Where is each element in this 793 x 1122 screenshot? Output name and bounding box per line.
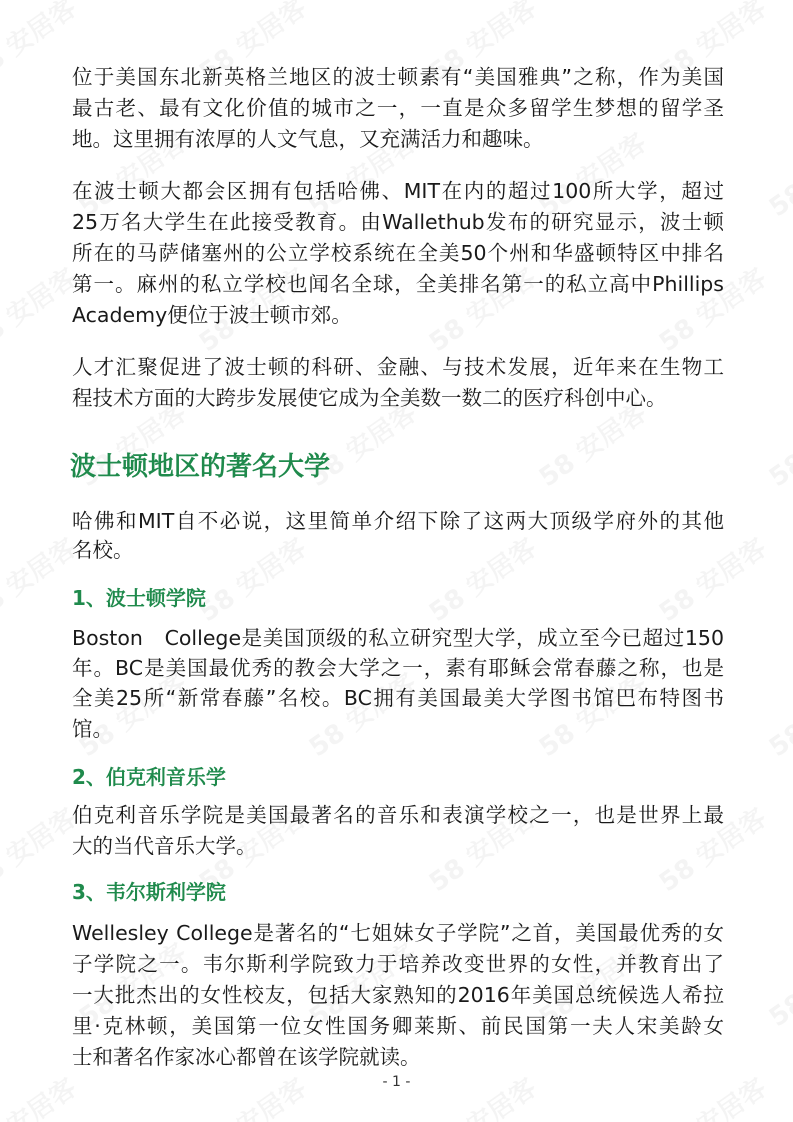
watermark-logo	[0, 0, 83, 89]
paragraph-line: 年。BC是美国最优秀的教会大学之一，素有耶稣会常春藤之称，也是	[72, 656, 724, 680]
paragraph-line: 大的当代音乐大学。	[72, 834, 257, 858]
watermark-logo	[0, 258, 83, 359]
paragraph-line: 伯克利音乐学院是美国最著名的音乐和表演学校之一，也是世界上最	[72, 803, 724, 827]
paragraph-line: 所在的马萨储塞州的公立学校系统在全美50个州和华盛顿特区中排名	[72, 241, 724, 265]
paragraph-line: 全美25所“新常春藤”名校。BC拥有美国最美大学图书馆巴布特图书	[72, 686, 724, 710]
paragraph-line: 25万名大学生在此接受教育。由Wallethub发布的研究显示，波士顿	[72, 210, 724, 234]
paragraph-line: 程技术方面的大跨步发展使它成为全美数一数二的医疗科创中心。	[72, 386, 667, 410]
school-heading: 3、韦尔斯利学院	[72, 880, 226, 904]
watermark-logo	[761, 663, 793, 764]
paragraph-line: 里·克林顿，美国第一位女性国务卿莱斯、前民国第一夫人宋美龄女	[72, 1014, 724, 1038]
paragraph-line: 子学院之一。韦尔斯利学院致力于培养改变世界的女性，并教育出了	[72, 952, 724, 976]
paragraph-line: 最古老、最有文化价值的城市之一，一直是众多留学生梦想的留学圣	[72, 96, 724, 120]
watermark-logo	[761, 123, 793, 224]
watermark-logo	[761, 933, 793, 1034]
paragraph-line: 名校。	[72, 538, 134, 562]
paragraph-line: 人才汇聚促进了波士顿的科研、金融、与技术发展，近年来在生物工	[72, 355, 724, 379]
school-heading: 2、伯克利音乐学	[72, 765, 226, 789]
paragraph-line: 哈佛和MIT自不必说，这里简单介绍下除了这两大顶级学府外的其他	[72, 509, 724, 533]
paragraph-line: 一大批杰出的女性校友，包括大家熟知的2016年美国总统候选人希拉	[72, 983, 724, 1007]
watermark-logo	[0, 528, 83, 629]
paragraph-line: 第一。麻州的私立学校也闻名全球，全美排名第一的私立高中Phillips	[72, 272, 724, 296]
paragraph-line: 馆。	[72, 717, 113, 741]
watermark-logo	[761, 393, 793, 494]
paragraph-line: 位于美国东北新英格兰地区的波士顿素有“美国雅典”之称，作为美国	[72, 65, 724, 89]
paragraph-line: 在波士顿大都会区拥有包括哈佛、MIT在内的超过100所大学，超过	[72, 179, 724, 203]
school-heading: 1、波士顿学院	[72, 586, 206, 610]
paragraph-line: Wellesley College是著名的“七姐妹女子学院”之首，美国最优秀的女	[72, 921, 724, 945]
watermark-logo	[0, 798, 83, 899]
paragraph-line: Academy便位于波士顿市郊。	[72, 303, 352, 327]
paragraph-line: Boston College是美国顶级的私立研究型大学，成立至今已超过150	[72, 626, 724, 650]
section-title: 波士顿地区的著名大学	[70, 452, 331, 482]
paragraph-line: 士和著名作家冰心都曾在该学院就读。	[72, 1045, 421, 1069]
paragraph-line: 地。这里拥有浓厚的人文气息，又充满活力和趣味。	[72, 127, 544, 151]
page-number: - 1 -	[382, 1074, 411, 1090]
